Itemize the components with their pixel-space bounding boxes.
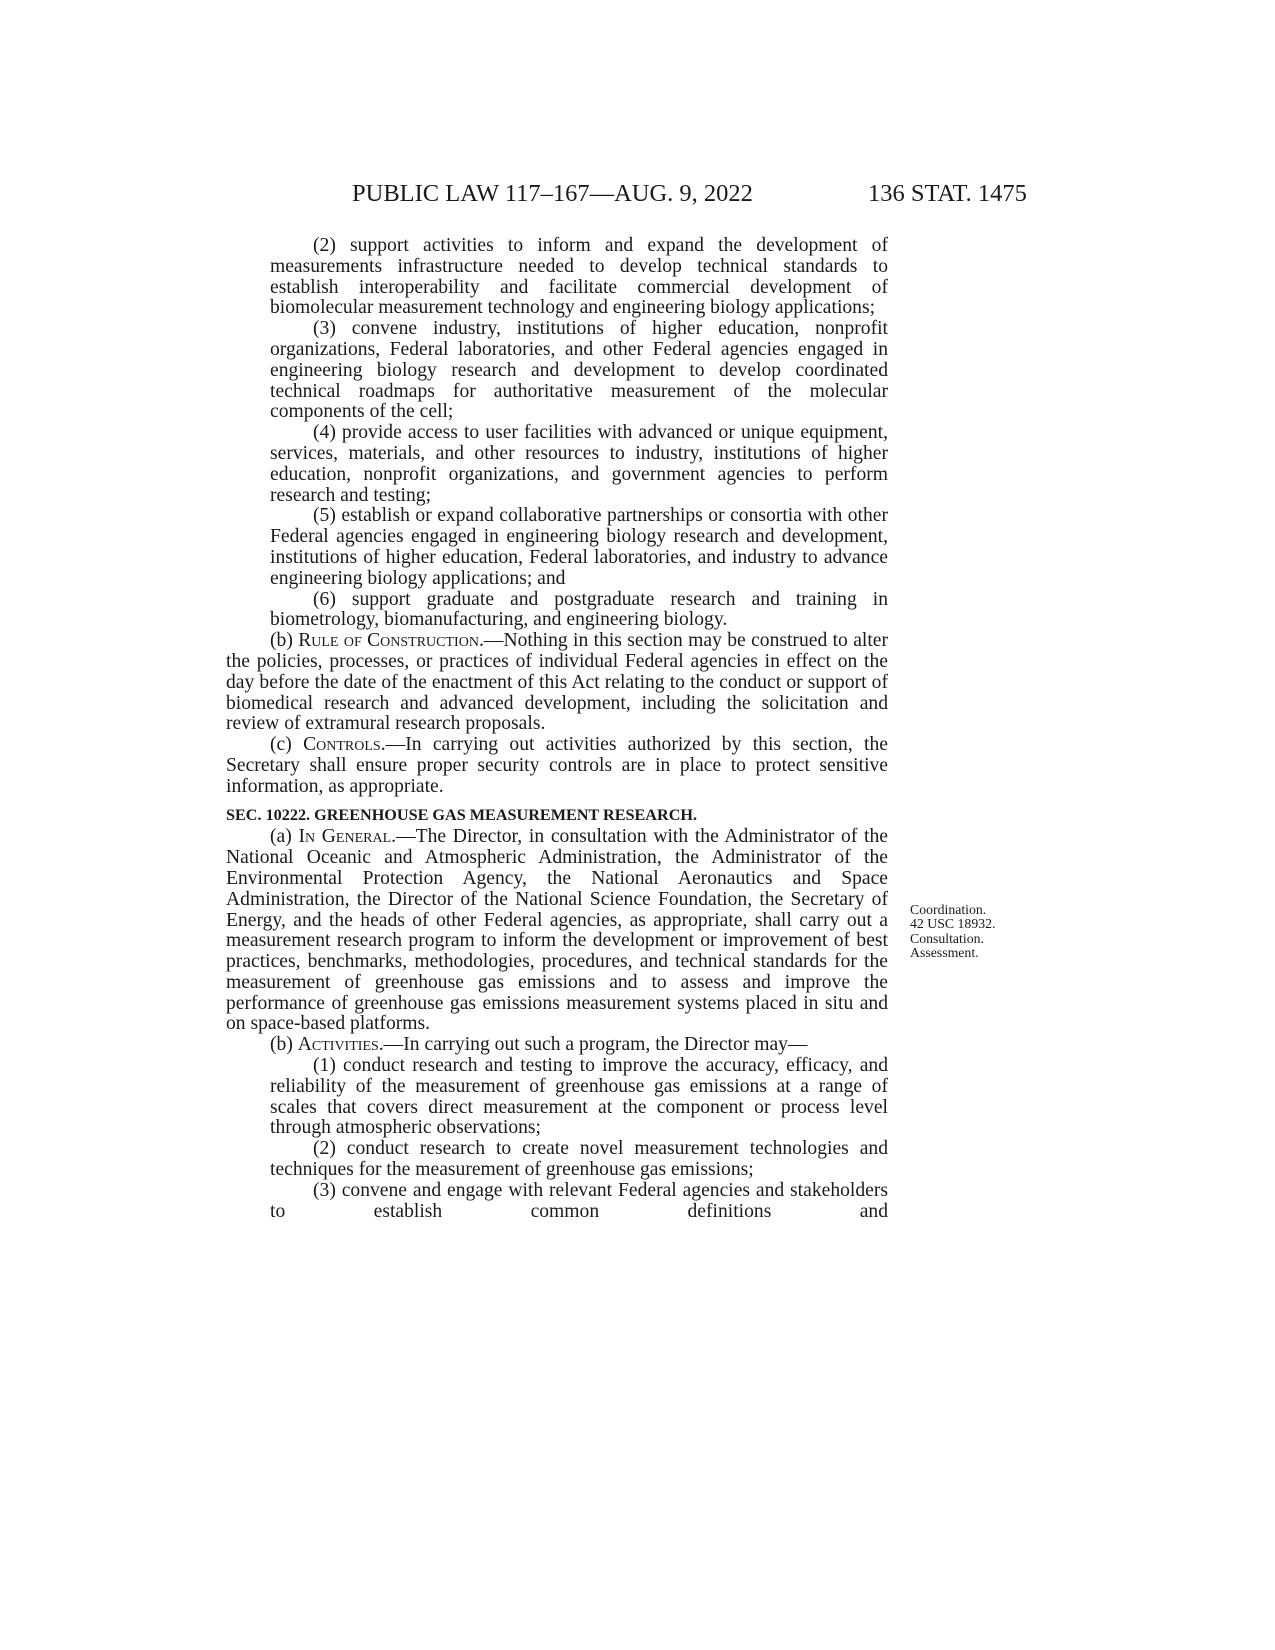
subsection-a-in-general: (a) In General.—The Director, in consultation with the Administrator of the National Oceanic and Atmospheric Administration, the Administrator of the Environmental Protection Agency, the National Aeronautics and Space Administration, the Director of the National Science Foundation, the Secretary of Energy, and the heads of other Federal agencies, as appropriate, shall carry out a measurement research program to inform the development or improvement of best practices, benchmarks, methodologies, procedures, and technical standards for the measurement of greenhouse gas emissions and to assess and improve the performance of greenhouse gas emissions measurement systems placed in situ and on space-based platforms.	[226, 826, 888, 1035]
running-head	[0, 180, 1275, 216]
margin-note: 42 USC 18932.	[910, 916, 996, 932]
activity-paragraph-2: (2) conduct research to create novel measurement technologies and techniques for the measurement of greenhouse gas emissions;	[270, 1138, 888, 1181]
margin-note: Assessment.	[910, 945, 979, 961]
activity-paragraph-1: (1) conduct research and testing to improve the accuracy, efficacy, and reliability of the measurement of greenhouse gas emissions at a range of scales that covers direct measurement at the component or process level through atmospheric observations;	[270, 1055, 888, 1139]
page-number: 136 STAT. 1475	[868, 180, 1027, 207]
running-head-title: PUBLIC LAW 117–167—AUG. 9, 2022	[352, 180, 753, 207]
margin-note: Coordination.	[910, 902, 987, 917]
paragraph-2: (2) support activities to inform and expand the development of measurements infrastructure needed to develop technical standards to establish interoperability and facilitate commercial development of biomolecular measurement technology and engineering biology applications;	[270, 235, 888, 319]
section-heading: SEC. 10222. GREENHOUSE GAS MEASUREMENT RESEARCH.	[226, 805, 698, 824]
subsection-heading: Activities	[297, 1034, 379, 1056]
document-body	[226, 236, 888, 1222]
paragraph-3: (3) convene industry, institutions of higher education, nonprofit organizations, Federal laboratories, and other Federal agencies engaged in engineering biology research and development to develop coordinated technical roadmaps for authoritative measurement of the molecular components of the cell;	[270, 318, 888, 423]
subsection-c-controls: (c) Controls.—In carrying out activities authorized by this section, the Secretary shall ensure proper security controls are in place to protect sensitive information, as appropriate.	[226, 734, 888, 797]
subsection-heading: Rule of Construction	[298, 630, 479, 652]
subsection-b-activities: (b) Activities.—In carrying out such a program, the Director may—	[270, 1034, 808, 1056]
subsection-heading: Controls	[303, 734, 381, 756]
paragraph-4: (4) provide access to user facilities with advanced or unique equipment, services, materials, and other resources to industry, institutions of higher education, nonprofit organizations, and government agencies to perform research and testing;	[270, 422, 888, 506]
margin-notes	[910, 903, 1040, 961]
subsection-b-rule-of-construction: (b) Rule of Construction.—Nothing in this section may be construed to alter the policies, processes, or practices of individual Federal agencies in effect on the day before the date of the enactment of this Act relating to the conduct or support of biomedical research and advanced development, including the solicitation and review of extramural research proposals.	[226, 630, 889, 735]
activity-paragraph-3: (3) convene and engage with relevant Federal agencies and stakeholders to establish common definitions and	[270, 1179, 888, 1222]
paragraph-6: (6) support graduate and postgraduate research and training in biometrology, biomanufacturing, and engineering biology.	[270, 588, 888, 631]
margin-note: Consultation.	[910, 930, 984, 946]
paragraph-5: (5) establish or expand collaborative partnerships or consortia with other Federal agencies engaged in engineering biology research and development, institutions of higher education, Federal laboratories, and industry to advance engineering biology applications; and	[270, 505, 888, 589]
subsection-heading: In General	[298, 826, 392, 848]
